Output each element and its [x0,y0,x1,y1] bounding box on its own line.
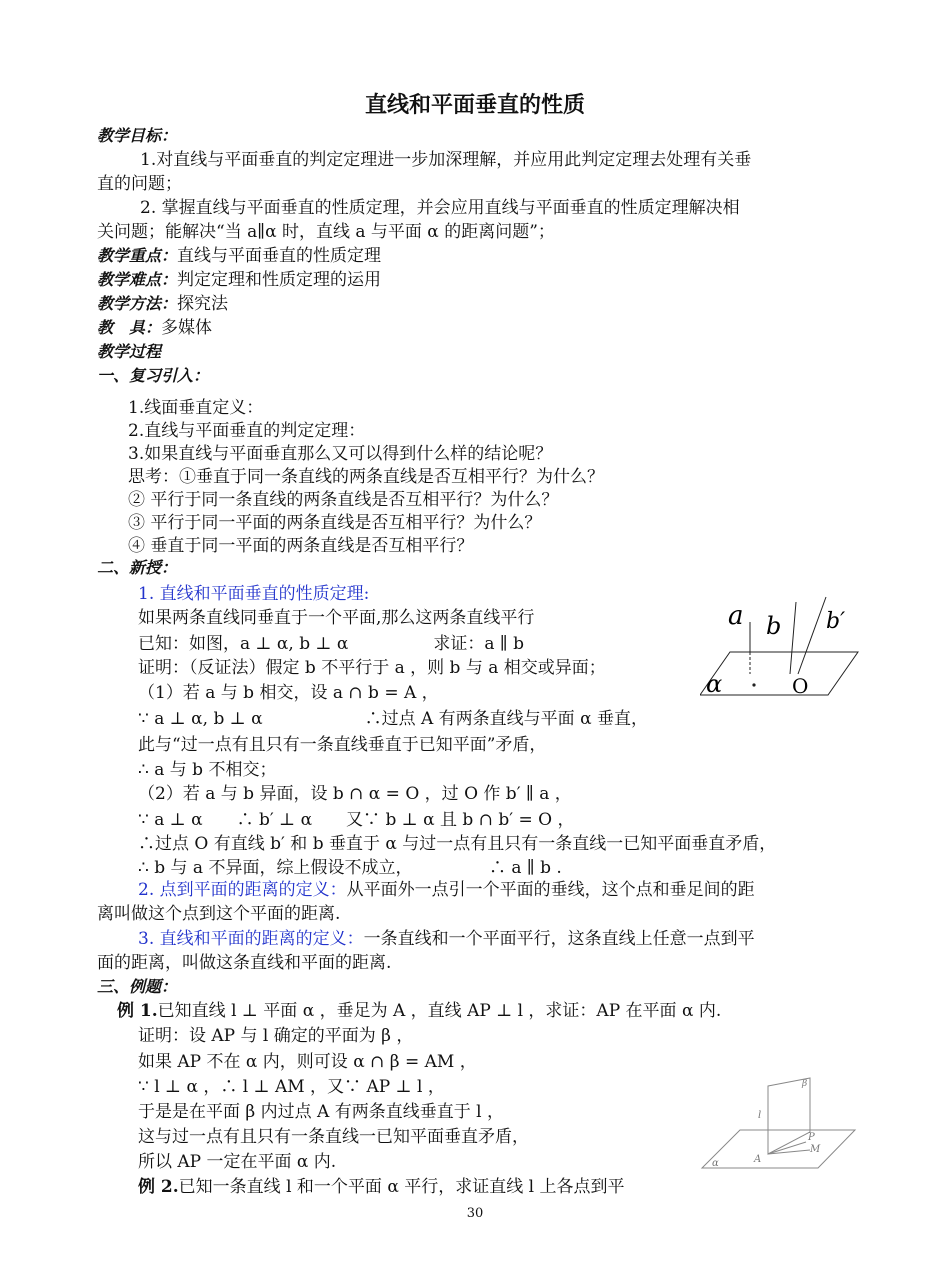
text-line [138,1175,624,1199]
line-text: 直的问题； [97,174,182,194]
text-line [97,172,182,196]
text-line [138,582,369,606]
text-line [97,244,381,268]
line-text: 1.对直线与平面垂直的判定定理进一步加深理解，并应用此判定定理去处理有关垂 [140,150,752,170]
text-line [138,1125,529,1149]
text-line [138,878,755,902]
label-alpha: α [706,670,723,698]
line-text: 离叫做这个点到这个平面的距离. [97,904,341,924]
text-line [138,1100,504,1124]
text-line [138,1075,445,1099]
line-text: 1.线面垂直定义： [128,398,264,418]
line-text: 于是是在平面 β 内过点 A 有两条直线垂直于 l ， [138,1102,504,1122]
text-line [138,1050,477,1074]
line-text: 证明：（反证法）假定 b 不平行于 a ，则 b 与 a 相交或异面； [138,658,606,678]
line-text: 3.如果直线与平面垂直那么又可以得到什么样的结论呢？ [128,444,553,464]
text-line [128,511,541,535]
line-text: 证明：设 AP 与 l 确定的平面为 β ， [138,1026,414,1046]
line-text: 判定定理和性质定理的运用 [177,270,382,290]
text-line [97,951,391,975]
text-line [97,268,381,292]
text-line [138,707,648,731]
line-text: 如果两条直线同垂直于一个平面,那么这两条直线平行 [138,608,535,628]
line-text: ∴过点 O 有直线 b′ 和 b 垂直于 α 与过一点有且只有一条直线一已知平面垂直矛盾， [138,834,777,854]
label-a: a [728,601,744,631]
section-heading: 二、新授： [97,558,178,577]
example-label: 例 2. [138,1177,179,1197]
text-line [138,1150,336,1174]
text-line [97,902,340,926]
text-line [138,832,776,856]
text-line [128,488,558,512]
line-text: 一条直线和一个平面平行，这条直线上任意一点到平 [363,929,755,949]
text-line [97,340,161,364]
line-text: 关问题；能解决“当 a∥α 时，直线 a 与平面 α 的距离问题”； [97,222,555,242]
text-line [138,856,562,880]
line-text: 2.直线与平面垂直的判定定理： [128,421,366,441]
plane-alpha [700,652,858,695]
text-line [138,927,755,951]
line-text: ④ 垂直于同一平面的两条直线是否互相平行？ [128,536,474,556]
section-heading: 教学方法： [97,294,178,313]
figure-example-1 [700,1074,860,1174]
label-alpha: α [712,1158,719,1169]
line-text: 直线与平面垂直的性质定理 [177,246,382,266]
text-line [128,534,473,558]
label-o: O [792,674,809,698]
line-text: 面的距离，叫做这条直线和平面的距离. [97,953,392,973]
label-p: P [808,1132,815,1143]
figure-perpendicular-lines [700,592,860,702]
text-line [138,808,575,832]
text-line [140,148,751,172]
text-line [138,733,546,757]
line-text: 探究法 [177,294,229,314]
line-text: （1）若 a 与 b 相交，设 a ∩ b = A ， [138,683,439,703]
text-line [138,606,534,630]
text-line [97,220,555,244]
line-text: ∴ b 与 a 不异面，综上假设不成立， ∴ a ∥ b . [138,858,562,878]
text-line [138,656,606,680]
line-text: 所以 AP 一定在平面 α 内. [138,1152,337,1172]
text-line [138,632,524,656]
section-heading: 教学重点： [97,246,178,265]
line-text: ③ 平行于同一平面的两条直线是否互相平行？为什么？ [128,513,542,533]
label-m: M [810,1144,821,1155]
text-line [140,196,740,220]
label-b-prime: b′ [826,609,846,634]
line-text: （2）若 a 与 b 异面，设 b ∩ α = O ，过 O 作 b′ ∥ a ， [138,784,572,804]
text-line [97,292,228,316]
text-line [117,999,721,1023]
section-heading: 教学难点： [97,270,178,289]
text-line [128,442,552,466]
line-text: 这与过一点有且只有一条直线一已知平面垂直矛盾， [138,1127,529,1147]
line-text: ② 平行于同一条直线的两条直线是否互相平行？为什么？ [128,490,559,510]
section-heading: 一、复习引入： [97,366,210,385]
text-line [128,465,604,489]
line-text: ∴ a 与 b 不相交； [138,760,277,780]
line-b-prime [798,597,826,674]
section-heading: 教学目标： [97,126,178,145]
section-heading: 教 具： [97,318,162,337]
text-line [138,758,276,782]
line-text: 多媒体 [161,318,213,338]
text-line [138,681,439,705]
line-text: 已知直线 l ⊥ 平面 α ，垂足为 A ，直线 AP ⊥ l ，求证：AP 在平面 α 内. [157,1001,722,1021]
definition-heading: 3. 直线和平面的距离的定义： [138,929,364,949]
text-line [138,782,572,806]
text-line [97,124,177,148]
line-b [790,602,796,674]
section-heading: 教学过程 [97,342,162,361]
text-line [97,364,209,388]
line-text: 已知：如图，a ⊥ α, b ⊥ α 求证：a ∥ b [138,634,525,654]
text-line [128,419,365,443]
label-b: b [766,612,782,640]
point-marker [752,683,755,686]
text-line [128,396,263,420]
page-title: 直线和平面垂直的性质 [364,93,585,118]
section-heading: 三、例题： [97,977,178,996]
text-line [97,316,212,340]
line-text: ∵ l ⊥ α ，∴ l ⊥ AM ，又∵ AP ⊥ l ， [138,1077,445,1097]
line-text: 从平面外一点引一个平面的垂线，这个点和垂足间的距 [346,880,755,900]
label-l: l [758,1110,762,1121]
text-line [138,1024,413,1048]
text-line [97,975,177,999]
page-number: 30 [466,1206,484,1221]
line-text: 2. 掌握直线与平面垂直的性质定理，并会应用直线与平面垂直的性质定理解决相 [140,198,740,218]
line-text: ∵ a ⊥ α ∴ b′ ⊥ α 又∵ b ⊥ α 且 b ∩ b′ = O ， [138,810,575,830]
definition-heading: 2. 点到平面的距离的定义： [138,880,347,900]
label-a: A [754,1154,762,1165]
definition-heading: 1. 直线和平面垂直的性质定理: [138,584,370,604]
line-text: 思考：①垂直于同一条直线的两条直线是否互相平行？为什么？ [128,467,604,487]
example-label: 例 1. [117,1001,158,1021]
line-text: 如果 AP 不在 α 内，则可设 α ∩ β = AM ， [138,1052,477,1072]
text-line [97,556,177,580]
line-text: 已知一条直线 l 和一个平面 α 平行，求证直线 l 上各点到平 [178,1177,625,1197]
line-text: ∵ a ⊥ α, b ⊥ α ∴过点 A 有两条直线与平面 α 垂直， [138,709,648,729]
line-text: 此与“过一点有且只有一条直线垂直于已知平面”矛盾， [138,735,547,755]
label-beta: β [802,1079,808,1089]
